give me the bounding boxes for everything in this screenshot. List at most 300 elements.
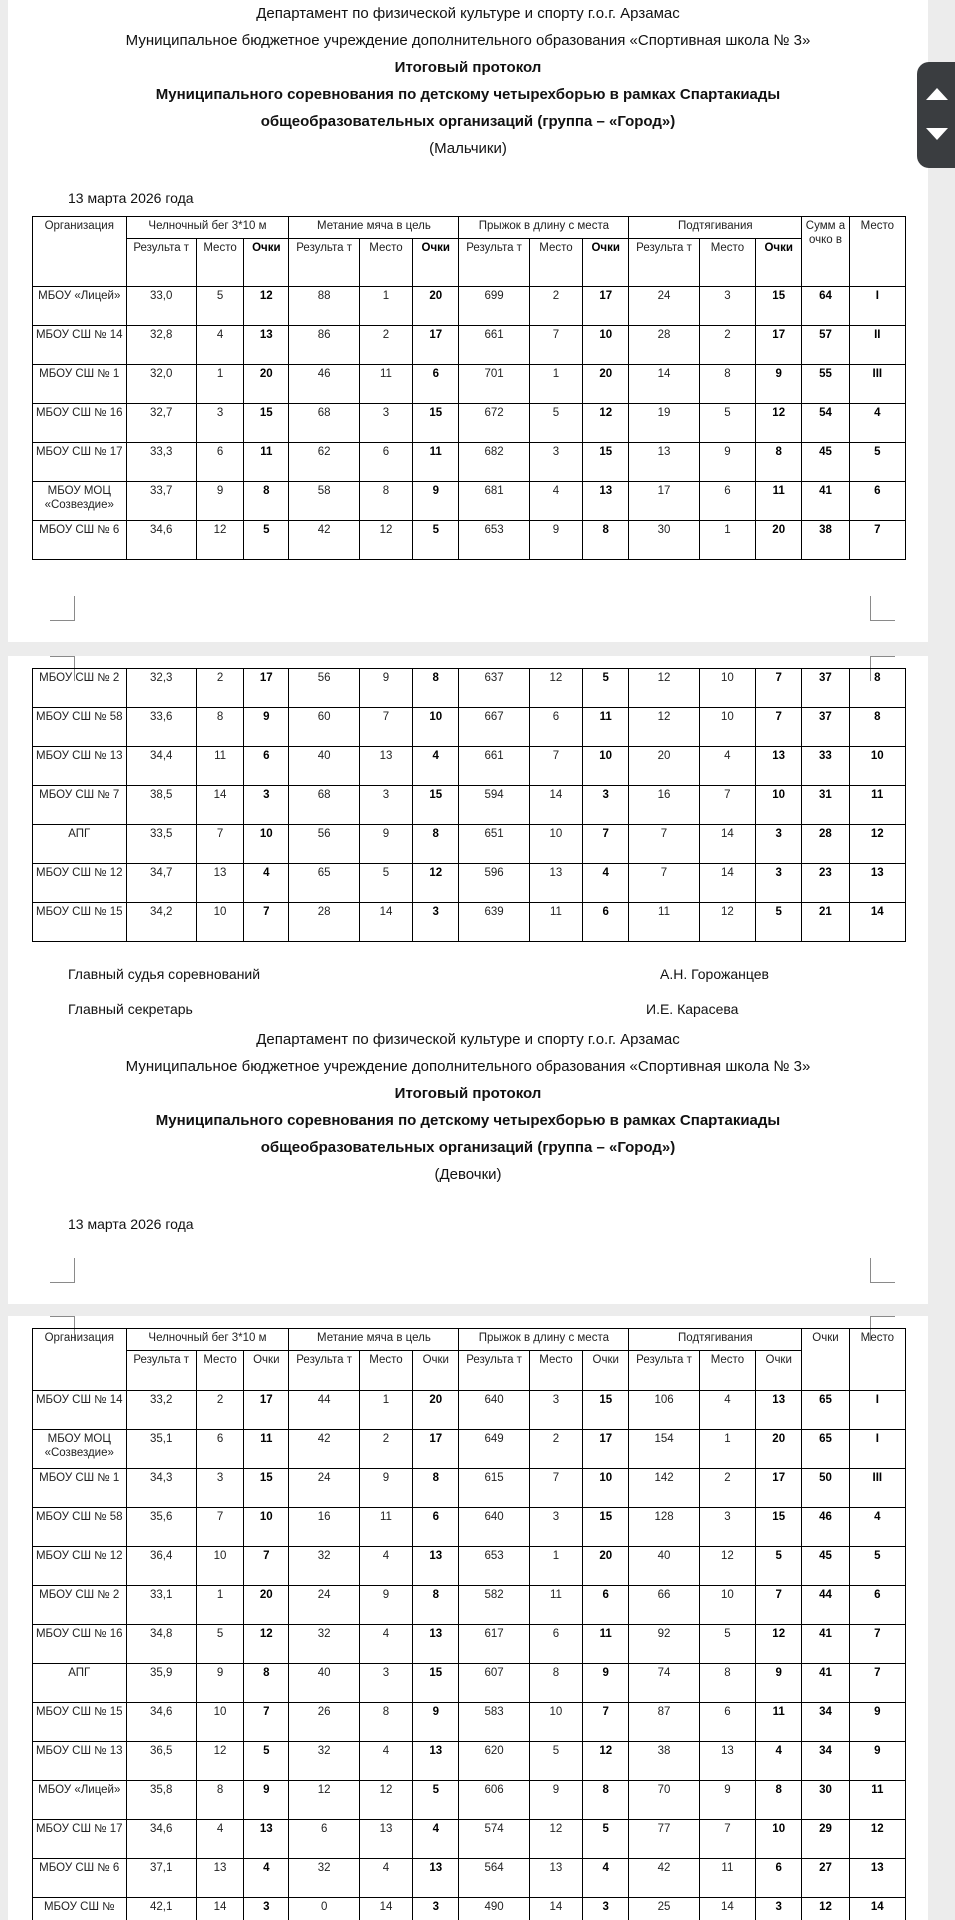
cell-jump-result: 615 <box>459 1469 529 1508</box>
cell-run-result: 34,6 <box>126 1703 196 1742</box>
group-line: общеобразовательных организаций (группа – «Город») <box>260 1139 676 1156</box>
col-points: Очки <box>413 239 459 287</box>
girls-table-header <box>33 1329 906 1391</box>
col-event1: Челночный бег 3*10 м <box>126 217 289 239</box>
cell-jump-place: 7 <box>529 1469 582 1508</box>
cell-jump-result: 490 <box>459 1898 529 1920</box>
cell-throw-result: 0 <box>289 1898 359 1920</box>
cell-total-points: 41 <box>802 1664 849 1703</box>
cell-run-points: 8 <box>244 1664 289 1703</box>
cell-run-result: 33,5 <box>126 825 196 864</box>
table-row <box>33 864 906 903</box>
cell-run-result: 33,3 <box>126 443 196 482</box>
boys-header <box>8 0 928 162</box>
cell-jump-points: 7 <box>583 1703 629 1742</box>
cell-throw-result: 40 <box>289 1664 359 1703</box>
col-event3: Прыжок в длину с места <box>459 217 629 239</box>
cell-throw-place: 12 <box>359 1781 412 1820</box>
table-row <box>33 1430 906 1469</box>
cell-pullup-result: 30 <box>629 521 699 560</box>
cell-throw-place: 1 <box>359 287 412 326</box>
cell-org: МБОУ МОЦ «Созвездие» <box>33 1430 127 1469</box>
cell-jump-place: 1 <box>529 365 582 404</box>
cell-run-result: 34,4 <box>126 747 196 786</box>
table-row <box>33 1898 906 1920</box>
cell-pullup-points: 15 <box>756 1508 802 1547</box>
cell-run-place: 13 <box>196 864 243 903</box>
table-row <box>33 1547 906 1586</box>
cell-throw-place: 13 <box>359 747 412 786</box>
cell-jump-points: 6 <box>583 1586 629 1625</box>
cell-total-points: 64 <box>802 287 849 326</box>
secretary-label: Главный секретарь <box>68 1001 193 1017</box>
cell-pullup-points: 8 <box>756 443 802 482</box>
cell-throw-place: 13 <box>359 1820 412 1859</box>
cell-final-place: 11 <box>849 786 905 825</box>
cell-jump-points: 6 <box>583 903 629 942</box>
cell-run-result: 32,0 <box>126 365 196 404</box>
cell-throw-place: 9 <box>359 1586 412 1625</box>
cell-throw-place: 11 <box>359 365 412 404</box>
cell-pullup-result: 12 <box>629 669 699 708</box>
col-result: Результа т <box>629 239 699 287</box>
cell-throw-result: 24 <box>289 1586 359 1625</box>
cell-jump-place: 8 <box>529 1664 582 1703</box>
cell-org: МБОУ СШ № 2 <box>33 1586 127 1625</box>
cell-jump-place: 3 <box>529 443 582 482</box>
cell-run-points: 20 <box>244 1586 289 1625</box>
cell-org: МБОУ СШ № 12 <box>33 864 127 903</box>
scroll-down-icon[interactable] <box>926 128 948 140</box>
cell-org: АПГ <box>33 825 127 864</box>
cell-jump-result: 594 <box>459 786 529 825</box>
cell-run-place: 7 <box>196 1508 243 1547</box>
cell-total-points: 37 <box>802 669 849 708</box>
cell-org: МБОУ МОЦ «Созвездие» <box>33 482 127 521</box>
cell-run-place: 4 <box>196 326 243 365</box>
col-place: Место <box>849 1329 905 1391</box>
cell-pullup-result: 66 <box>629 1586 699 1625</box>
cell-throw-points: 17 <box>413 326 459 365</box>
cell-final-place: 8 <box>849 708 905 747</box>
cell-jump-place: 14 <box>529 1898 582 1920</box>
cell-jump-result: 681 <box>459 482 529 521</box>
cell-throw-points: 6 <box>413 1508 459 1547</box>
cell-run-result: 33,6 <box>126 708 196 747</box>
cell-pullup-place: 14 <box>699 864 755 903</box>
cell-throw-result: 24 <box>289 1469 359 1508</box>
cell-jump-place: 3 <box>529 1508 582 1547</box>
cell-jump-place: 7 <box>529 747 582 786</box>
cell-run-points: 9 <box>244 708 289 747</box>
cell-pullup-points: 13 <box>756 1391 802 1430</box>
cell-total-points: 55 <box>802 365 849 404</box>
cell-run-place: 7 <box>196 825 243 864</box>
cell-run-points: 4 <box>244 1859 289 1898</box>
cell-jump-place: 13 <box>529 864 582 903</box>
cell-run-place: 2 <box>196 1391 243 1430</box>
cell-run-points: 10 <box>244 1508 289 1547</box>
table-row <box>33 1742 906 1781</box>
cell-jump-result: 564 <box>459 1859 529 1898</box>
group-line: общеобразовательных организаций (группа – «Город») <box>260 113 676 130</box>
col-org: Организация <box>33 1329 127 1391</box>
table-row <box>33 482 906 521</box>
col-sum: Очки <box>802 1329 849 1391</box>
crop-mark <box>50 596 75 621</box>
cell-pullup-result: 70 <box>629 1781 699 1820</box>
col-event1: Челночный бег 3*10 м <box>126 1329 289 1351</box>
cell-jump-result: 651 <box>459 825 529 864</box>
cell-jump-points: 5 <box>583 669 629 708</box>
cell-throw-result: 68 <box>289 404 359 443</box>
judge-label: Главный судья соревнований <box>68 966 261 982</box>
col-points: Очки <box>583 1351 629 1391</box>
col-result: Результа т <box>289 1351 359 1391</box>
cell-total-points: 33 <box>802 747 849 786</box>
cell-run-points: 5 <box>244 1742 289 1781</box>
cell-run-points: 3 <box>244 1898 289 1920</box>
cell-jump-result: 653 <box>459 1547 529 1586</box>
cell-total-points: 37 <box>802 708 849 747</box>
cell-pullup-points: 5 <box>756 1547 802 1586</box>
table-row <box>33 365 906 404</box>
cell-throw-place: 12 <box>359 521 412 560</box>
cell-jump-points: 13 <box>583 482 629 521</box>
cell-pullup-points: 7 <box>756 708 802 747</box>
competition-line: Муниципального соревнования по детскому четырехборью в рамках Спартакиады <box>155 86 781 103</box>
cell-run-result: 34,7 <box>126 864 196 903</box>
cell-pullup-result: 13 <box>629 443 699 482</box>
cell-jump-result: 620 <box>459 1742 529 1781</box>
cell-pullup-points: 10 <box>756 1820 802 1859</box>
cell-pullup-points: 5 <box>756 903 802 942</box>
cell-total-points: 50 <box>802 1469 849 1508</box>
cell-run-result: 34,3 <box>126 1469 196 1508</box>
cell-total-points: 45 <box>802 443 849 482</box>
cell-throw-result: 60 <box>289 708 359 747</box>
cell-pullup-points: 12 <box>756 404 802 443</box>
cell-run-result: 32,8 <box>126 326 196 365</box>
cell-jump-place: 6 <box>529 708 582 747</box>
cell-pullup-place: 9 <box>699 443 755 482</box>
cell-org: МБОУ СШ № 17 <box>33 1820 127 1859</box>
cell-pullup-points: 11 <box>756 482 802 521</box>
cell-final-place: 13 <box>849 1859 905 1898</box>
cell-pullup-result: 14 <box>629 365 699 404</box>
cell-jump-points: 20 <box>583 1547 629 1586</box>
cell-run-result: 32,3 <box>126 669 196 708</box>
cell-throw-points: 17 <box>413 1430 459 1469</box>
cell-final-place: 4 <box>849 404 905 443</box>
protocol-title: Итоговый протокол <box>394 59 542 76</box>
cell-pullup-place: 7 <box>699 786 755 825</box>
cell-throw-points: 13 <box>413 1547 459 1586</box>
cell-throw-place: 4 <box>359 1625 412 1664</box>
cell-jump-points: 11 <box>583 708 629 747</box>
col-points: Очки <box>244 1351 289 1391</box>
cell-pullup-points: 8 <box>756 1781 802 1820</box>
cell-jump-place: 14 <box>529 786 582 825</box>
cell-jump-result: 640 <box>459 1508 529 1547</box>
cell-run-place: 4 <box>196 1820 243 1859</box>
cell-org: МБОУ СШ № 58 <box>33 708 127 747</box>
cell-final-place: I <box>849 1391 905 1430</box>
cell-run-points: 6 <box>244 747 289 786</box>
cell-total-points: 41 <box>802 1625 849 1664</box>
table-row <box>33 1469 906 1508</box>
cell-jump-result: 661 <box>459 747 529 786</box>
cell-run-place: 8 <box>196 708 243 747</box>
cell-org: МБОУ СШ № 1 <box>33 1469 127 1508</box>
cell-pullup-result: 7 <box>629 864 699 903</box>
cell-org: МБОУ СШ № 1 <box>33 365 127 404</box>
boys-results-table-continued <box>32 668 906 942</box>
cell-final-place: 6 <box>849 482 905 521</box>
cell-jump-place: 12 <box>529 1820 582 1859</box>
cell-run-points: 13 <box>244 1820 289 1859</box>
cell-org: МБОУ СШ № 7 <box>33 786 127 825</box>
cell-run-result: 35,8 <box>126 1781 196 1820</box>
col-result: Результа т <box>289 239 359 287</box>
cell-pullup-result: 19 <box>629 404 699 443</box>
cell-run-result: 38,5 <box>126 786 196 825</box>
cell-pullup-result: 87 <box>629 1703 699 1742</box>
cell-total-points: 44 <box>802 1586 849 1625</box>
cell-run-place: 6 <box>196 443 243 482</box>
col-points: Очки <box>244 239 289 287</box>
cell-pullup-result: 12 <box>629 708 699 747</box>
cell-jump-points: 10 <box>583 326 629 365</box>
cell-throw-place: 4 <box>359 1859 412 1898</box>
cell-jump-result: 582 <box>459 1586 529 1625</box>
cell-jump-points: 4 <box>583 864 629 903</box>
col-sub-place: Место <box>359 239 412 287</box>
cell-pullup-place: 8 <box>699 365 755 404</box>
cell-jump-place: 7 <box>529 326 582 365</box>
cell-jump-place: 6 <box>529 1625 582 1664</box>
cell-jump-place: 9 <box>529 1781 582 1820</box>
cell-run-place: 10 <box>196 1703 243 1742</box>
table-row <box>33 747 906 786</box>
cell-jump-place: 4 <box>529 482 582 521</box>
cell-pullup-result: 106 <box>629 1391 699 1430</box>
cell-throw-points: 8 <box>413 669 459 708</box>
cell-throw-result: 46 <box>289 365 359 404</box>
cell-run-points: 10 <box>244 825 289 864</box>
cell-final-place: 11 <box>849 1781 905 1820</box>
cell-throw-points: 4 <box>413 747 459 786</box>
cell-org: МБОУ СШ № 16 <box>33 1625 127 1664</box>
cell-throw-result: 16 <box>289 1508 359 1547</box>
cell-pullup-points: 10 <box>756 786 802 825</box>
cell-run-place: 9 <box>196 1664 243 1703</box>
cell-run-points: 7 <box>244 903 289 942</box>
cell-org: МБОУ СШ № 13 <box>33 1742 127 1781</box>
cell-throw-place: 9 <box>359 1469 412 1508</box>
document-page-2 <box>8 656 928 1304</box>
cell-jump-result: 661 <box>459 326 529 365</box>
cell-run-place: 10 <box>196 1547 243 1586</box>
cell-pullup-points: 3 <box>756 825 802 864</box>
competition-line: Муниципального соревнования по детскому четырехборью в рамках Спартакиады <box>155 1112 781 1129</box>
cell-final-place: III <box>849 365 905 404</box>
cell-jump-points: 17 <box>583 287 629 326</box>
cell-run-points: 17 <box>244 669 289 708</box>
cell-final-place: 12 <box>849 825 905 864</box>
cell-jump-points: 12 <box>583 404 629 443</box>
cell-run-place: 14 <box>196 786 243 825</box>
cell-run-place: 12 <box>196 521 243 560</box>
col-result: Результа т <box>126 1351 196 1391</box>
cell-pullup-place: 2 <box>699 326 755 365</box>
cell-pullup-points: 3 <box>756 864 802 903</box>
cell-throw-place: 3 <box>359 1664 412 1703</box>
cell-total-points: 41 <box>802 482 849 521</box>
cell-pullup-place: 2 <box>699 1469 755 1508</box>
cell-final-place: I <box>849 287 905 326</box>
cell-final-place: 6 <box>849 1586 905 1625</box>
cell-final-place: 14 <box>849 1898 905 1920</box>
cell-org: МБОУ СШ № 15 <box>33 903 127 942</box>
cell-throw-points: 4 <box>413 1820 459 1859</box>
cell-run-result: 33,1 <box>126 1586 196 1625</box>
cell-pullup-points: 20 <box>756 1430 802 1469</box>
cell-run-result: 33,0 <box>126 287 196 326</box>
cell-pullup-result: 77 <box>629 1820 699 1859</box>
document-page-1 <box>8 0 928 642</box>
cell-jump-result: 583 <box>459 1703 529 1742</box>
cell-jump-points: 8 <box>583 521 629 560</box>
cell-total-points: 45 <box>802 1547 849 1586</box>
crop-mark <box>870 596 895 621</box>
cell-org: МБОУ СШ № 14 <box>33 326 127 365</box>
cell-total-points: 34 <box>802 1742 849 1781</box>
cell-jump-points: 15 <box>583 1508 629 1547</box>
col-event4: Подтягивания <box>629 1329 802 1351</box>
girls-results-table <box>32 1328 906 1920</box>
cell-run-points: 12 <box>244 1625 289 1664</box>
cell-throw-place: 14 <box>359 903 412 942</box>
cell-jump-result: 667 <box>459 708 529 747</box>
cell-pullup-points: 7 <box>756 1586 802 1625</box>
cell-throw-result: 56 <box>289 825 359 864</box>
cell-pullup-points: 9 <box>756 365 802 404</box>
cell-run-result: 34,6 <box>126 521 196 560</box>
col-sub-place: Место <box>529 239 582 287</box>
col-sum: Сумм а очко в <box>802 217 849 287</box>
cell-pullup-place: 11 <box>699 1859 755 1898</box>
gender-line: (Девочки) <box>434 1166 502 1183</box>
cell-throw-place: 3 <box>359 786 412 825</box>
boys-results-table <box>32 216 906 560</box>
table-row <box>33 1820 906 1859</box>
cell-final-place: 7 <box>849 521 905 560</box>
cell-pullup-place: 1 <box>699 1430 755 1469</box>
cell-throw-place: 2 <box>359 326 412 365</box>
cell-run-points: 12 <box>244 287 289 326</box>
cell-total-points: 29 <box>802 1820 849 1859</box>
cell-jump-points: 15 <box>583 1391 629 1430</box>
cell-run-points: 5 <box>244 521 289 560</box>
cell-run-place: 8 <box>196 1781 243 1820</box>
cell-jump-points: 11 <box>583 1625 629 1664</box>
cell-jump-result: 596 <box>459 864 529 903</box>
cell-org: МБОУ СШ № 58 <box>33 1508 127 1547</box>
cell-total-points: 34 <box>802 1703 849 1742</box>
cell-throw-result: 32 <box>289 1547 359 1586</box>
cell-org: МБОУ СШ № 14 <box>33 1391 127 1430</box>
cell-pullup-place: 3 <box>699 287 755 326</box>
cell-final-place: 4 <box>849 1508 905 1547</box>
cell-pullup-place: 12 <box>699 1547 755 1586</box>
cell-run-place: 3 <box>196 1469 243 1508</box>
col-result: Результа т <box>126 239 196 287</box>
cell-throw-points: 15 <box>413 1664 459 1703</box>
col-points: Очки <box>756 1351 802 1391</box>
cell-final-place: 7 <box>849 1664 905 1703</box>
table-row <box>33 1703 906 1742</box>
cell-run-points: 11 <box>244 443 289 482</box>
cell-total-points: 54 <box>802 404 849 443</box>
cell-final-place: II <box>849 326 905 365</box>
cell-jump-place: 11 <box>529 1586 582 1625</box>
cell-throw-points: 3 <box>413 903 459 942</box>
cell-throw-points: 15 <box>413 404 459 443</box>
department-line: Департамент по физической культуре и спорту г.о.г. Арзамас <box>256 1031 680 1048</box>
cell-run-place: 2 <box>196 669 243 708</box>
cell-org: МБОУ «Лицей» <box>33 287 127 326</box>
protocol-title: Итоговый протокол <box>394 1085 542 1102</box>
cell-run-result: 42,1 <box>126 1898 196 1920</box>
cell-total-points: 65 <box>802 1430 849 1469</box>
table-row <box>33 404 906 443</box>
cell-jump-place: 2 <box>529 287 582 326</box>
cell-pullup-result: 154 <box>629 1430 699 1469</box>
cell-throw-points: 10 <box>413 708 459 747</box>
cell-jump-place: 10 <box>529 1703 582 1742</box>
cell-throw-points: 15 <box>413 786 459 825</box>
cell-total-points: 46 <box>802 1508 849 1547</box>
col-sub-place: Место <box>359 1351 412 1391</box>
cell-throw-place: 6 <box>359 443 412 482</box>
cell-org: МБОУ СШ № 2 <box>33 669 127 708</box>
cell-org: МБОУ «Лицей» <box>33 1781 127 1820</box>
cell-jump-place: 13 <box>529 1859 582 1898</box>
date-label: 13 марта 2026 года <box>68 1216 194 1232</box>
scroll-up-icon[interactable] <box>926 88 948 100</box>
cell-final-place: 12 <box>849 1820 905 1859</box>
cell-run-place: 9 <box>196 482 243 521</box>
table-row <box>33 1859 906 1898</box>
cell-run-result: 34,6 <box>126 1820 196 1859</box>
cell-pullup-points: 7 <box>756 669 802 708</box>
cell-throw-result: 44 <box>289 1391 359 1430</box>
cell-throw-result: 28 <box>289 903 359 942</box>
cell-run-points: 7 <box>244 1703 289 1742</box>
cell-org: МБОУ СШ № 17 <box>33 443 127 482</box>
cell-final-place: 9 <box>849 1742 905 1781</box>
cell-throw-result: 12 <box>289 1781 359 1820</box>
cell-final-place: I <box>849 1430 905 1469</box>
cell-pullup-place: 3 <box>699 1508 755 1547</box>
cell-final-place: 10 <box>849 747 905 786</box>
cell-run-result: 33,7 <box>126 482 196 521</box>
cell-throw-place: 8 <box>359 482 412 521</box>
cell-jump-points: 8 <box>583 1781 629 1820</box>
cell-throw-points: 13 <box>413 1742 459 1781</box>
cell-throw-points: 6 <box>413 365 459 404</box>
